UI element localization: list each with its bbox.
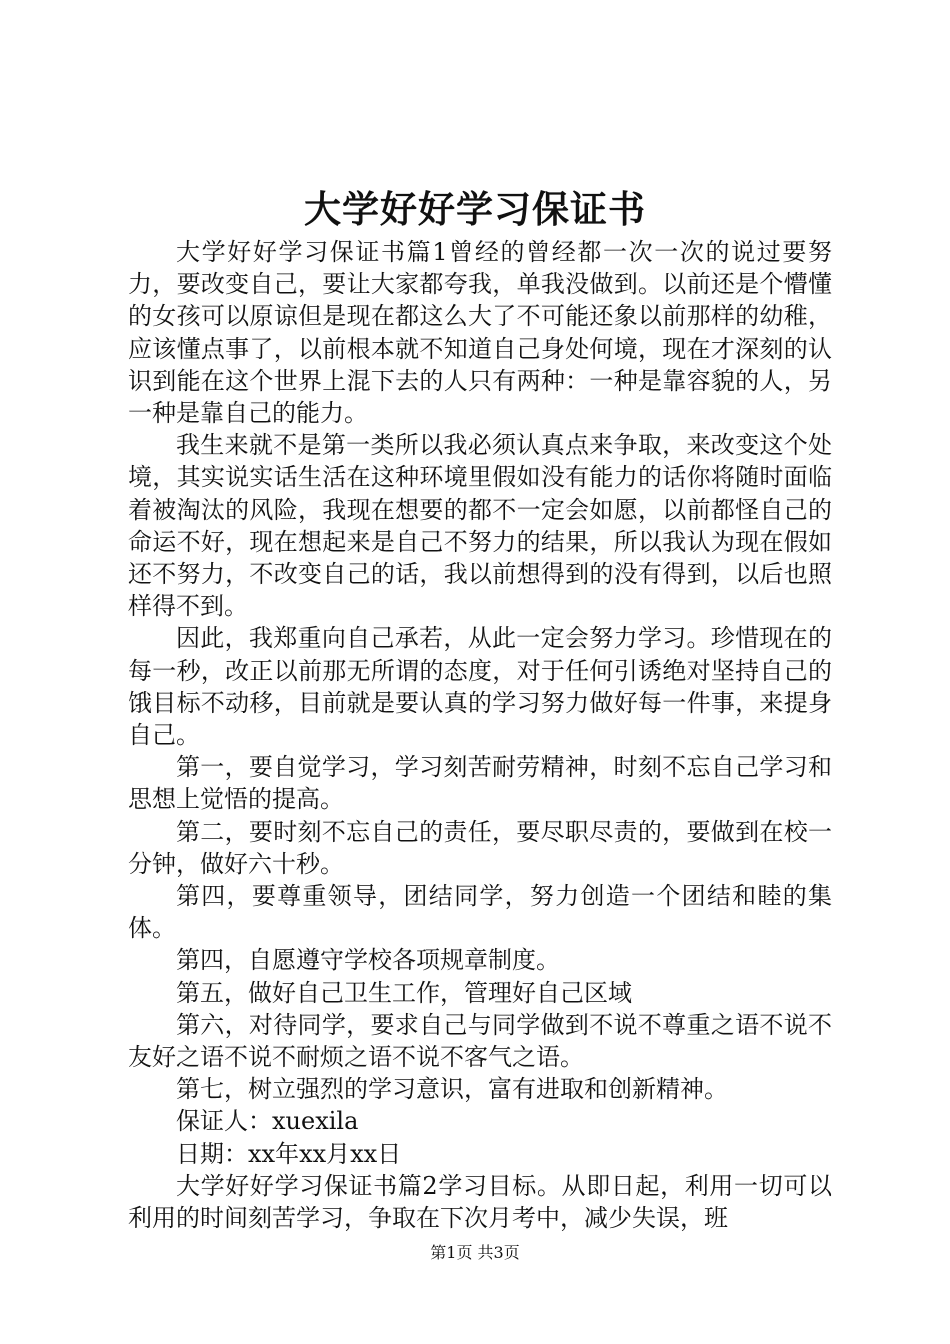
paragraph-2: 我生来就不是第一类所以我必须认真点来争取，来改变这个处境，其实说实话生活在这种环境里假如没有能力的话你将随时面临着被淘汰的风险，我现在想要的都不一定会如愿，以前都怪自己的命运不好，现在想起来是自己不努力的结果，所以我认为现在假如还不努力，不改变自己的话，我以前想得到的没有得到，以后也照样得不到。 [128, 431, 832, 621]
paragraph-9: 第六，对待同学，要求自己与同学做到不说不尊重之语不说不友好之语不说不耐烦之语不说不客气之语。 [128, 1010, 832, 1072]
page-footer: 第1页 共3页 [430, 1243, 520, 1262]
paragraph-6: 第四，要尊重领导，团结同学，努力创造一个团结和睦的集体。 [128, 882, 832, 943]
document-title: 大学好好学习保证书 [304, 187, 646, 231]
paragraph-13: 大学好好学习保证书篇2学习目标。从即日起，利用一切可以利用的时间刻苦学习，争取在下次月考中，减少失误，班 [128, 1171, 832, 1233]
date-line: 日期：xx年xx月xx日 [176, 1139, 402, 1168]
paragraph-3: 因此，我郑重向自己承若，从此一定会努力学习。珍惜现在的每一秒，改正以前那无所谓的态度，对于任何引诱绝对坚持自己的饿目标不动移，目前就是要认真的学习努力做好每一件事，来提身自己。 [128, 624, 832, 750]
paragraph-5: 第二，要时刻不忘自己的责任，要尽职尽责的，要做到在校一分钟，做好六十秒。 [128, 817, 832, 878]
paragraph-4: 第一，要自觉学习，学习刻苦耐劳精神，时刻不忘自己学习和思想上觉悟的提高。 [128, 753, 832, 814]
paragraph-1: 大学好好学习保证书篇1曾经的曾经都一次一次的说过要努力，要改变自己，要让大家都夸我，单我没做到。以前还是个懵懂的女孩可以原谅但是现在都这么大了不可能还象以前那样的幼稚，应该懂点事了，以前根本就不知道自己身处何境，现在才深刻的认识到能在这个世界上混下去的人只有两种：一种是靠容貌的人，另一种是靠自己的能力。 [128, 238, 832, 428]
paragraph-7: 第四，自愿遵守学校各项规章制度。 [176, 946, 560, 975]
document-body [128, 236, 832, 1234]
guarantor-line: 保证人：xuexila [176, 1107, 359, 1136]
paragraph-10: 第七，树立强烈的学习意识，富有进取和创新精神。 [176, 1075, 728, 1104]
paragraph-8: 第五，做好自己卫生工作，管理好自己区域 [176, 978, 632, 1007]
